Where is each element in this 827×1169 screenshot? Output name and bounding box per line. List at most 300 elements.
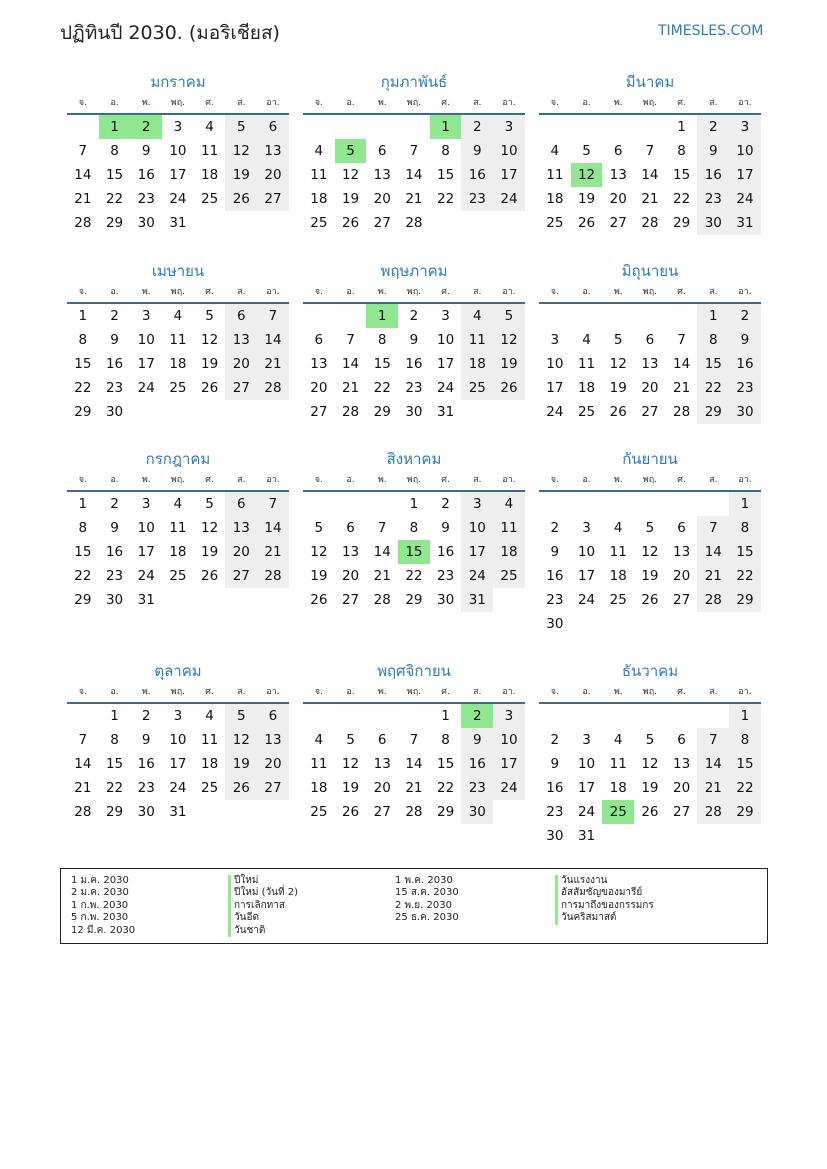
weekday-label: อ. — [582, 287, 591, 297]
holiday-date: 2 พ.ย. 2030 — [395, 899, 452, 911]
day-cell: 14 — [74, 756, 92, 772]
day-cell: 4 — [613, 520, 623, 536]
day-cell: 28 — [697, 800, 729, 824]
weekday-label: อ. — [346, 475, 355, 485]
day-cell: 26 — [341, 804, 360, 820]
day-cell: 13 — [373, 756, 391, 772]
weekday-label: อา. — [738, 475, 752, 485]
day-cell: 22 — [729, 776, 761, 800]
day-cell: 24 — [546, 404, 564, 420]
weekday-label: พ. — [377, 287, 387, 297]
month-block — [67, 71, 289, 235]
day-cell: 30 — [105, 592, 124, 608]
weekday-label: พ. — [613, 287, 623, 297]
weekday-label: จ. — [314, 475, 323, 485]
day-cell: 8 — [110, 143, 119, 159]
day-cell: 25 — [310, 804, 328, 820]
day-cell: 30 — [137, 215, 155, 231]
weekday-label: อ. — [346, 98, 355, 108]
day-cell: 17 — [137, 356, 155, 372]
day-cell: 14 — [405, 167, 423, 183]
weekday-label: อา. — [738, 98, 752, 108]
day-cell: 12 — [201, 520, 219, 536]
day-cell: 21 — [257, 540, 289, 564]
day-cell: 17 — [493, 752, 525, 776]
weekday-label: อ. — [110, 687, 119, 697]
day-cell: 14 — [697, 540, 729, 564]
day-grid — [303, 115, 525, 235]
day-cell: 8 — [441, 732, 450, 748]
month-block — [539, 260, 761, 424]
month-block — [539, 448, 761, 636]
day-cell: 11 — [461, 328, 493, 352]
day-cell: 27 — [225, 564, 257, 588]
day-cell: 5 — [225, 115, 257, 139]
day-cell: 11 — [609, 544, 627, 560]
empty-cell — [602, 304, 634, 328]
empty-cell — [539, 492, 571, 516]
day-cell: 15 — [105, 167, 124, 183]
day-cell: 5 — [314, 520, 324, 536]
month-block — [539, 660, 761, 848]
day-cell: 24 — [137, 380, 155, 396]
day-cell: 5 — [346, 732, 355, 748]
day-cell: 14 — [673, 356, 691, 372]
holiday-name: วันแรงงาน — [555, 875, 654, 887]
day-cell: 27 — [609, 215, 627, 231]
day-cell: 13 — [257, 728, 289, 752]
day-cell: 3 — [729, 115, 761, 139]
day-cell: 5 — [613, 332, 623, 348]
empty-cell — [571, 492, 603, 516]
day-cell: 23 — [546, 804, 564, 820]
day-cell: 17 — [577, 568, 596, 584]
holiday-name: การเลิกทาส — [228, 900, 298, 912]
day-cell: 20 — [341, 568, 360, 584]
weekday-label: พ. — [377, 98, 387, 108]
day-cell: 19 — [609, 380, 627, 396]
day-cell: 10 — [169, 143, 187, 159]
day-cell: 22 — [105, 780, 124, 796]
day-cell: 4 — [173, 496, 183, 512]
day-cell: 14 — [341, 356, 360, 372]
day-cell: 21 — [341, 380, 360, 396]
weekday-label: ศ. — [677, 98, 686, 108]
day-cell: 16 — [461, 752, 493, 776]
day-cell: 2 — [110, 496, 119, 512]
weekday-label: อ. — [582, 475, 591, 485]
day-cell: 1 — [78, 308, 88, 324]
day-cell: 16 — [405, 356, 423, 372]
day-cell: 16 — [546, 568, 564, 584]
day-cell: 30 — [697, 211, 729, 235]
day-cell: 30 — [546, 616, 564, 632]
empty-cell — [634, 704, 666, 728]
empty-cell — [398, 115, 430, 139]
day-cell: 24 — [437, 380, 455, 396]
weekday-label: พ. — [613, 475, 623, 485]
day-cell: 13 — [225, 516, 257, 540]
month-name: กุมภาพันธ์ — [380, 73, 448, 91]
day-cell: 14 — [257, 328, 289, 352]
day-cell: 7 — [78, 143, 88, 159]
month-block — [67, 260, 289, 424]
day-cell: 12 — [609, 356, 627, 372]
day-grid — [303, 304, 525, 424]
day-cell: 7 — [645, 143, 655, 159]
day-cell: 12 — [225, 139, 257, 163]
day-cell: 18 — [201, 756, 219, 772]
page-title: ปฏิทินปี 2030. (มอริเชียส) — [60, 22, 280, 44]
day-cell: 26 — [341, 215, 360, 231]
day-cell: 2 — [409, 308, 419, 324]
weekday-label: พฤ. — [642, 475, 658, 485]
empty-cell — [571, 115, 603, 139]
day-cell: 28 — [641, 215, 659, 231]
day-cell: 16 — [137, 167, 155, 183]
holiday-day-cell: 2 — [461, 704, 493, 728]
holiday-date: 5 ก.พ. 2030 — [71, 912, 129, 924]
day-cell: 25 — [577, 404, 596, 420]
day-cell: 23 — [461, 187, 493, 211]
day-cell: 6 — [257, 115, 289, 139]
day-cell: 29 — [697, 400, 729, 424]
day-cell: 23 — [437, 568, 455, 584]
day-grid — [67, 115, 289, 235]
day-cell: 8 — [409, 520, 419, 536]
month-name: มกราคม — [150, 73, 206, 91]
day-cell: 14 — [641, 167, 659, 183]
weekday-label: พ. — [613, 98, 623, 108]
day-cell: 9 — [441, 520, 450, 536]
day-cell: 17 — [577, 780, 596, 796]
day-cell: 6 — [645, 332, 655, 348]
empty-cell — [634, 492, 666, 516]
day-cell: 4 — [205, 708, 214, 724]
site-link[interactable]: TIMESLES.COM — [658, 23, 764, 39]
empty-cell — [539, 704, 571, 728]
day-cell: 30 — [461, 800, 493, 824]
empty-cell — [335, 492, 367, 516]
weekday-label: อา. — [502, 287, 516, 297]
day-cell: 8 — [377, 332, 387, 348]
day-cell: 1 — [697, 304, 729, 328]
month-name: พฤษภาคม — [380, 262, 448, 280]
day-cell: 19 — [641, 568, 659, 584]
month-name: มิถุนายน — [621, 262, 679, 280]
day-cell: 24 — [729, 187, 761, 211]
day-cell: 9 — [141, 143, 151, 159]
day-cell: 1 — [677, 119, 686, 135]
day-cell: 4 — [493, 492, 525, 516]
day-cell: 2 — [461, 115, 493, 139]
weekday-label: จ. — [78, 687, 87, 697]
weekday-label: ศ. — [441, 287, 450, 297]
holiday-name: วันคริสมาสต์ — [555, 912, 654, 924]
day-cell: 8 — [677, 143, 686, 159]
holiday-date: 12 มี.ค. 2030 — [71, 924, 136, 936]
weekday-label: ส. — [473, 98, 482, 108]
weekday-label: ส. — [237, 687, 246, 697]
weekday-label: ศ. — [677, 475, 686, 485]
weekday-header — [67, 282, 289, 304]
day-cell: 10 — [137, 332, 155, 348]
weekday-label: ศ. — [205, 475, 214, 485]
day-cell: 2 — [441, 496, 450, 512]
weekday-label: พฤ. — [170, 287, 186, 297]
holiday-date: 1 ก.พ. 2030 — [71, 899, 129, 911]
day-cell: 8 — [697, 328, 729, 352]
day-cell: 10 — [137, 520, 155, 536]
day-cell: 8 — [78, 520, 88, 536]
weekday-label: จ. — [550, 475, 559, 485]
day-cell: 15 — [105, 756, 124, 772]
day-cell: 8 — [729, 728, 761, 752]
day-grid — [539, 492, 761, 636]
day-cell: 12 — [641, 756, 659, 772]
day-cell: 3 — [461, 492, 493, 516]
day-cell: 4 — [173, 308, 183, 324]
day-cell: 8 — [729, 516, 761, 540]
day-cell: 29 — [74, 404, 92, 420]
weekday-header — [303, 470, 525, 492]
day-cell: 18 — [493, 540, 525, 564]
day-cell: 24 — [137, 568, 155, 584]
day-cell: 26 — [225, 776, 257, 800]
day-cell: 23 — [105, 568, 124, 584]
weekday-label: พฤ. — [642, 287, 658, 297]
empty-cell — [398, 704, 430, 728]
weekday-label: อา. — [266, 98, 280, 108]
day-cell: 3 — [493, 115, 525, 139]
holiday-name: อัสสัมชัญของมารีย์ — [555, 887, 654, 899]
empty-cell — [697, 704, 729, 728]
day-cell: 16 — [437, 544, 455, 560]
weekday-label: อ. — [110, 475, 119, 485]
day-cell: 7 — [697, 728, 729, 752]
day-cell: 29 — [373, 404, 391, 420]
day-cell: 20 — [257, 752, 289, 776]
day-cell: 25 — [201, 780, 219, 796]
weekday-label: พฤ. — [170, 98, 186, 108]
weekday-header — [539, 282, 761, 304]
day-cell: 22 — [405, 568, 423, 584]
day-cell: 23 — [461, 776, 493, 800]
day-cell: 17 — [546, 380, 564, 396]
day-cell: 9 — [409, 332, 419, 348]
day-cell: 31 — [461, 588, 493, 612]
day-cell: 10 — [729, 139, 761, 163]
day-cell: 13 — [641, 356, 659, 372]
day-cell: 29 — [729, 800, 761, 824]
day-cell: 22 — [373, 380, 391, 396]
day-cell: 7 — [346, 332, 355, 348]
day-cell: 19 — [201, 356, 219, 372]
day-cell: 11 — [546, 167, 564, 183]
day-cell: 16 — [729, 352, 761, 376]
day-cell: 4 — [550, 143, 560, 159]
weekday-label: อา. — [266, 287, 280, 297]
day-cell: 15 — [729, 752, 761, 776]
weekday-label: ส. — [709, 687, 718, 697]
day-cell: 27 — [257, 776, 289, 800]
day-cell: 2 — [729, 304, 761, 328]
day-cell: 29 — [405, 592, 423, 608]
day-cell: 19 — [225, 752, 257, 776]
day-cell: 9 — [110, 332, 119, 348]
holiday-name: การมาถึงของกรรมกร — [555, 900, 654, 912]
day-cell: 21 — [257, 352, 289, 376]
day-cell: 26 — [493, 376, 525, 400]
holiday-name: ปีใหม่ — [228, 875, 298, 887]
day-cell: 3 — [173, 708, 183, 724]
holiday-day-cell: 1 — [99, 115, 131, 139]
day-cell: 24 — [493, 776, 525, 800]
day-cell: 11 — [493, 516, 525, 540]
day-cell: 24 — [169, 191, 187, 207]
weekday-label: ส. — [709, 475, 718, 485]
day-cell: 19 — [493, 352, 525, 376]
day-cell: 5 — [493, 304, 525, 328]
day-cell: 7 — [257, 304, 289, 328]
day-cell: 26 — [225, 187, 257, 211]
day-cell: 13 — [310, 356, 328, 372]
weekday-label: อ. — [346, 287, 355, 297]
day-cell: 14 — [697, 752, 729, 776]
day-cell: 25 — [609, 592, 627, 608]
day-cell: 28 — [373, 592, 391, 608]
day-cell: 13 — [673, 756, 691, 772]
day-cell: 13 — [341, 544, 360, 560]
day-cell: 25 — [169, 568, 187, 584]
day-cell: 24 — [493, 187, 525, 211]
empty-cell — [602, 704, 634, 728]
day-cell: 20 — [609, 191, 627, 207]
empty-cell — [666, 492, 698, 516]
day-cell: 7 — [697, 516, 729, 540]
day-cell: 20 — [673, 780, 691, 796]
day-cell: 6 — [225, 492, 257, 516]
day-cell: 20 — [257, 163, 289, 187]
day-cell: 27 — [310, 404, 328, 420]
weekday-label: พ. — [141, 287, 151, 297]
day-cell: 13 — [257, 139, 289, 163]
day-cell: 29 — [437, 804, 455, 820]
day-cell: 12 — [310, 544, 328, 560]
day-cell: 6 — [377, 732, 387, 748]
empty-cell — [634, 115, 666, 139]
empty-cell — [571, 704, 603, 728]
day-cell: 15 — [437, 756, 455, 772]
empty-cell — [634, 304, 666, 328]
month-name: ตุลาคม — [154, 662, 202, 680]
weekday-header — [303, 282, 525, 304]
day-cell: 20 — [373, 780, 391, 796]
day-cell: 26 — [641, 804, 659, 820]
day-cell: 27 — [257, 187, 289, 211]
day-cell: 17 — [461, 540, 493, 564]
day-cell: 3 — [493, 704, 525, 728]
weekday-label: พฤ. — [406, 687, 422, 697]
weekday-label: จ. — [550, 98, 559, 108]
day-cell: 3 — [141, 496, 151, 512]
weekday-label: ศ. — [205, 287, 214, 297]
weekday-label: พฤ. — [170, 687, 186, 697]
day-cell: 5 — [645, 732, 655, 748]
holiday-name: วันอีด — [228, 912, 298, 924]
day-cell: 24 — [577, 592, 596, 608]
day-cell: 10 — [169, 732, 187, 748]
day-cell: 3 — [582, 520, 591, 536]
holidays-list — [60, 868, 768, 944]
empty-cell — [602, 115, 634, 139]
day-cell: 18 — [310, 191, 328, 207]
weekday-label: พฤ. — [170, 475, 186, 485]
holiday-date: 1 พ.ค. 2030 — [395, 875, 453, 886]
day-cell: 11 — [169, 332, 187, 348]
day-cell: 5 — [645, 520, 655, 536]
day-cell: 4 — [613, 732, 623, 748]
weekday-label: ส. — [237, 98, 246, 108]
weekday-label: จ. — [78, 287, 87, 297]
day-cell: 19 — [641, 780, 659, 796]
weekday-label: จ. — [314, 98, 323, 108]
weekday-label: จ. — [314, 287, 323, 297]
day-grid — [67, 704, 289, 824]
weekday-label: พ. — [613, 687, 623, 697]
day-cell: 26 — [310, 592, 328, 608]
empty-cell — [303, 304, 335, 328]
day-cell: 25 — [169, 380, 187, 396]
day-cell: 25 — [461, 376, 493, 400]
empty-cell — [67, 115, 99, 139]
month-name: กรกฎาคม — [145, 450, 211, 468]
day-cell: 2 — [697, 115, 729, 139]
day-cell: 2 — [110, 308, 119, 324]
day-cell: 8 — [441, 143, 450, 159]
day-cell: 22 — [729, 564, 761, 588]
day-cell: 18 — [310, 780, 328, 796]
day-cell: 20 — [225, 352, 257, 376]
month-block — [303, 448, 525, 612]
day-cell: 27 — [641, 404, 659, 420]
day-cell: 23 — [405, 380, 423, 396]
day-cell: 21 — [673, 380, 691, 396]
day-cell: 10 — [577, 756, 596, 772]
weekday-label: พ. — [141, 98, 151, 108]
day-cell: 28 — [257, 376, 289, 400]
day-cell: 1 — [409, 496, 419, 512]
day-cell: 22 — [74, 568, 92, 584]
day-cell: 21 — [697, 564, 729, 588]
day-cell: 19 — [310, 568, 328, 584]
day-cell: 29 — [74, 592, 92, 608]
day-cell: 27 — [673, 804, 691, 820]
day-cell: 29 — [105, 215, 124, 231]
day-cell: 23 — [105, 380, 124, 396]
day-cell: 10 — [493, 139, 525, 163]
day-cell: 30 — [137, 804, 155, 820]
holiday-day-cell: 12 — [571, 163, 603, 187]
month-block — [303, 660, 525, 824]
day-cell: 7 — [409, 143, 419, 159]
weekday-label: ศ. — [441, 687, 450, 697]
day-grid — [539, 704, 761, 848]
holiday-day-cell: 1 — [430, 115, 462, 139]
holiday-date: 25 ธ.ค. 2030 — [395, 912, 459, 924]
day-cell: 11 — [310, 167, 328, 183]
day-cell: 7 — [409, 732, 419, 748]
